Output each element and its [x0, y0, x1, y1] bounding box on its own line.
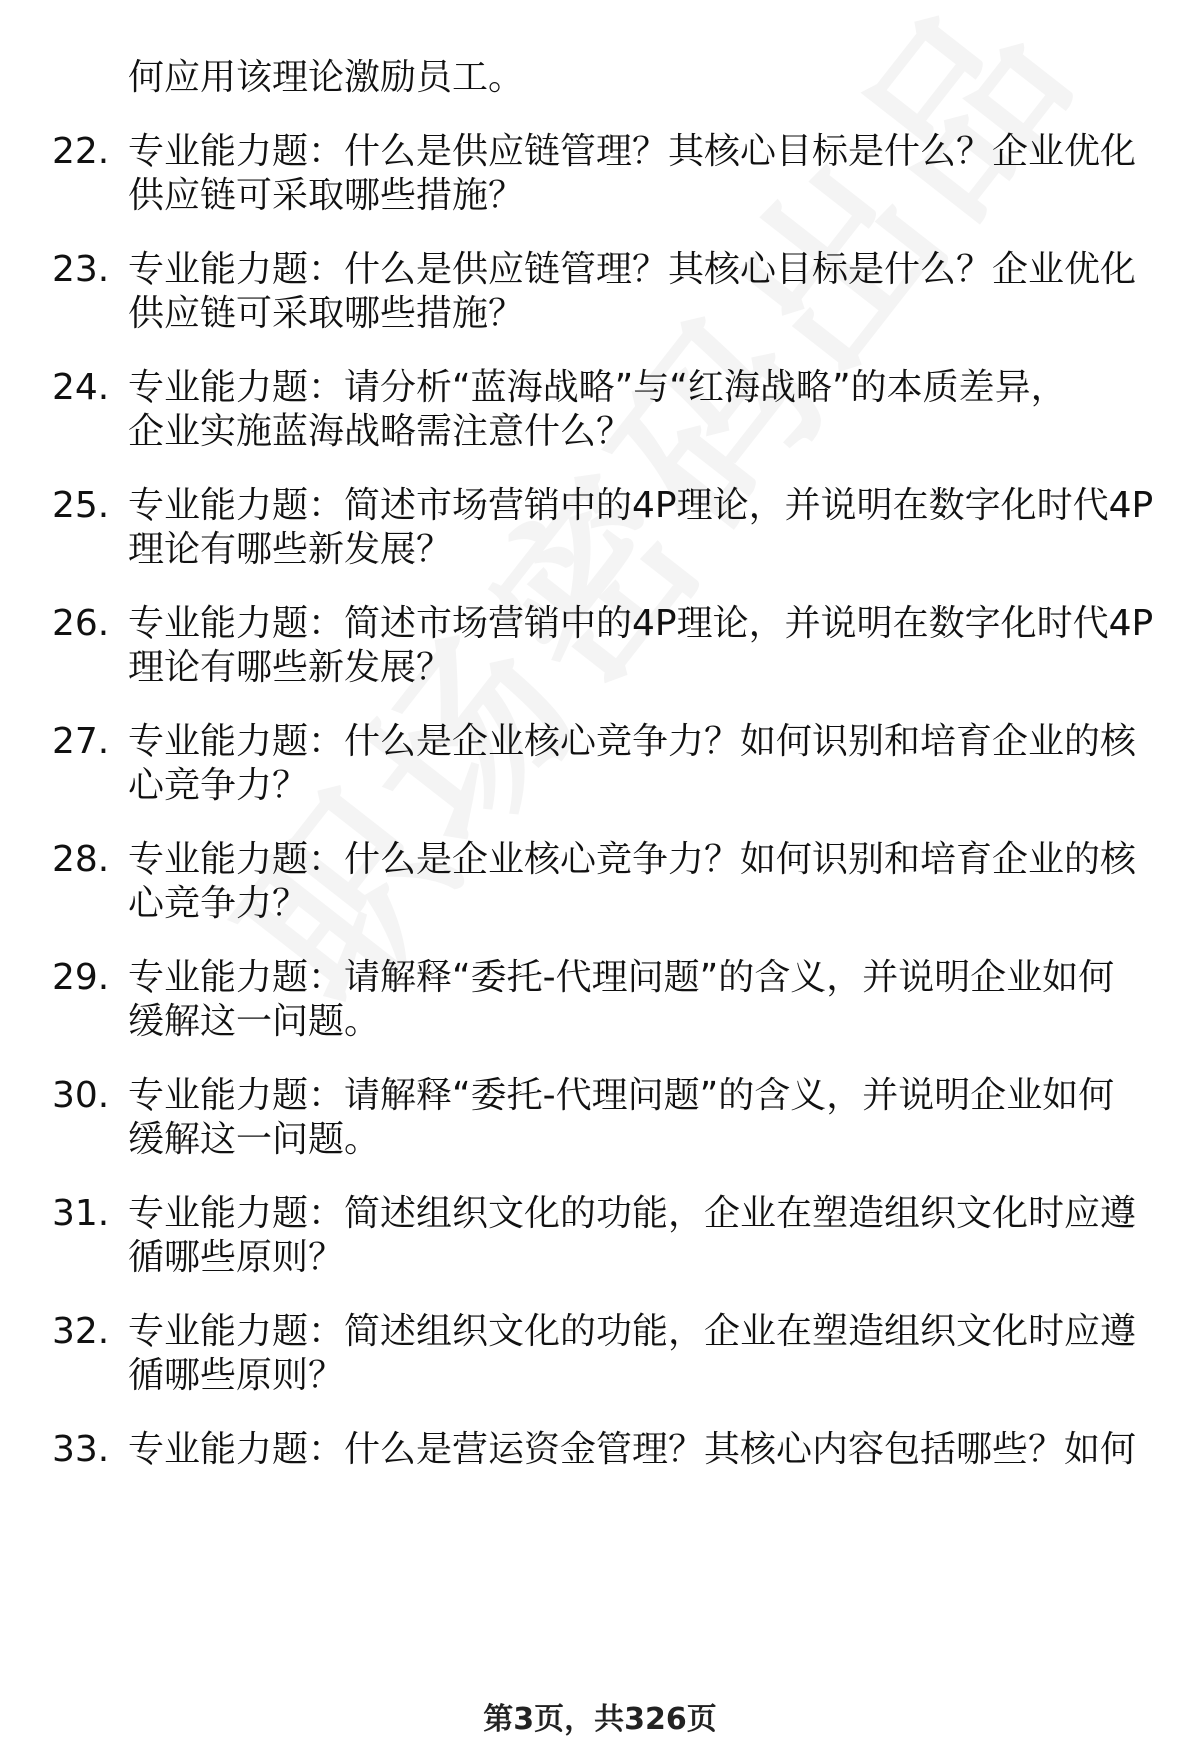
question-number: 26. [52, 603, 110, 644]
question-text: 专业能力题：简述市场营销中的4P理论，并说明在数字化时代4P [128, 485, 1154, 526]
question-text: 专业能力题：简述市场营销中的4P理论，并说明在数字化时代4P [128, 603, 1154, 644]
question-text-continued: 循哪些原则？ [128, 1237, 345, 1278]
question-text-continued: 心竞争力？ [128, 765, 309, 806]
question-number: 30. [52, 1075, 110, 1116]
question-text: 专业能力题：什么是供应链管理？其核心目标是什么？企业优化 [128, 249, 1137, 290]
question-text-continued: 缓解这一问题。 [128, 1001, 381, 1042]
intro-tail-text: 何应用该理论激励员工。 [128, 57, 525, 98]
question-text: 专业能力题：请解释“委托-代理问题”的含义，并说明企业如何 [128, 1075, 1115, 1116]
question-text-continued: 供应链可采取哪些措施？ [128, 293, 525, 334]
question-number: 29. [52, 957, 110, 998]
question-text: 专业能力题：请解释“委托-代理问题”的含义，并说明企业如何 [128, 957, 1115, 998]
question-text: 专业能力题：简述组织文化的功能，企业在塑造组织文化时应遵 [128, 1311, 1137, 1352]
question-text: 专业能力题：什么是企业核心竞争力？如何识别和培育企业的核 [128, 721, 1137, 762]
question-text-continued: 理论有哪些新发展？ [128, 529, 453, 570]
question-number: 32. [52, 1311, 110, 1352]
question-text: 专业能力题：简述组织文化的功能，企业在塑造组织文化时应遵 [128, 1193, 1137, 1234]
question-text: 专业能力题：什么是营运资金管理？其核心内容包括哪些？如何 [128, 1429, 1137, 1470]
question-text-continued: 企业实施蓝海战略需注意什么？ [128, 411, 633, 452]
question-text-continued: 心竞争力？ [128, 883, 309, 924]
question-text: 专业能力题：请分析“蓝海战略”与“红海战略”的本质差异， [128, 367, 1067, 408]
question-text-continued: 供应链可采取哪些措施？ [128, 175, 525, 216]
question-number: 31. [52, 1193, 110, 1234]
question-text-continued: 缓解这一问题。 [128, 1119, 381, 1160]
question-number: 25. [52, 485, 110, 526]
question-number: 23. [52, 249, 110, 290]
question-text: 专业能力题：什么是企业核心竞争力？如何识别和培育企业的核 [128, 839, 1137, 880]
page-footer: 第3页，共326页 [483, 1702, 717, 1737]
question-text: 专业能力题：什么是供应链管理？其核心目标是什么？企业优化 [128, 131, 1137, 172]
question-text-continued: 理论有哪些新发展？ [128, 647, 453, 688]
question-text-continued: 循哪些原则？ [128, 1355, 345, 1396]
question-number: 28. [52, 839, 110, 880]
question-number: 27. [52, 721, 110, 762]
question-number: 22. [52, 131, 110, 172]
question-number: 24. [52, 367, 110, 408]
question-number: 33. [52, 1429, 110, 1470]
